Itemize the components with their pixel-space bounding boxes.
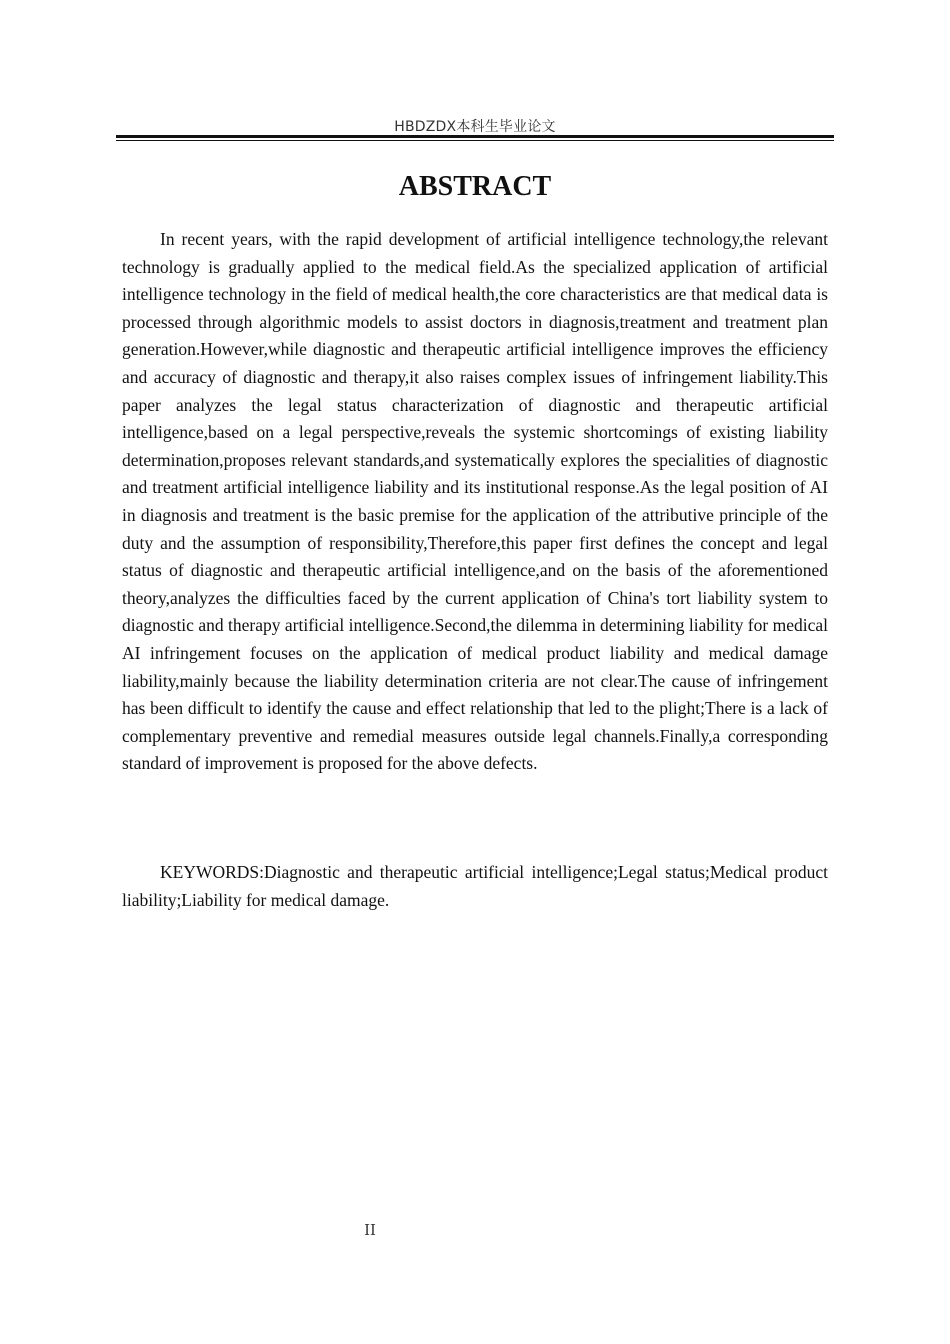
- running-header: HBDZDX本科生毕业论文: [394, 119, 556, 135]
- abstract-paragraph: In recent years, with the rapid development of artificial intelligence technology,the relevant technology is gradually applied to the medical field.As the specialized application of artificial intelligence technology in the field of medical health,the core characteristics are that medical data is processed through algorithmic models to assist doctors in diagnosis,treatment and treatment plan generation.However,while diagnostic and therapeutic artificial intelligence improves the efficiency and accuracy of diagnostic and therapy,it also raises complex issues of infringement liability.This paper analyzes the legal status characterization of diagnostic and therapeutic artificial intelligence,based on a legal perspective,reveals the systemic shortcomings of existing liability determination,proposes relevant standards,and systematically explores the specialities of diagnostic and treatment artificial intelligence liability and its institutional response.As the legal position of AI in diagnosis and treatment is the basic premise for the application of the attributive principle of the duty and the assumption of responsibility,Therefore,this paper first defines the concept and legal status of diagnostic and therapeutic artificial intelligence,and on the basis of the aforementioned theory,analyzes the difficulties faced by the current application of China's tort liability system to diagnostic and therapy artificial intelligence.Second,the dilemma in determining liability for medical AI infringement focuses on the application of medical product liability and medical damage liability,mainly because the liability determination criteria are not clear.The cause of infringement has been difficult to identify the cause and effect relationship that led to the plight;There is a lack of complementary preventive and remedial measures outside legal channels.Finally,a corresponding standard of improvement is proposed for the above defects.: [122, 229, 828, 774]
- header-double-rule: [116, 135, 834, 141]
- keywords-paragraph: KEYWORDS:Diagnostic and therapeutic artificial intelligence;Legal status;Medical product liability;Liability for medical damage.: [122, 862, 828, 910]
- abstract-body: [122, 226, 828, 778]
- abstract-title: ABSTRACT: [398, 171, 552, 202]
- page-number: II: [364, 1221, 376, 1239]
